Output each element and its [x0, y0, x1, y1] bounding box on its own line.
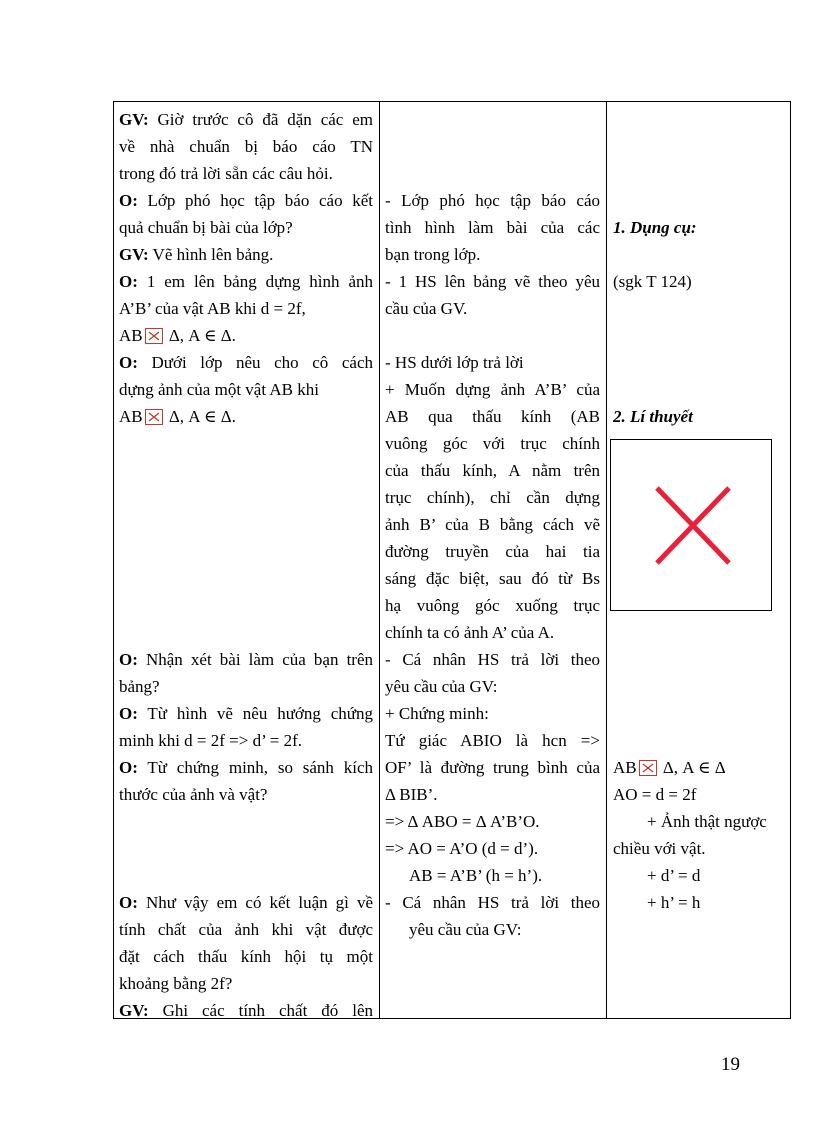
- blank-line: [613, 106, 786, 133]
- text-line: [119, 241, 373, 268]
- text-segment: bảng?: [119, 677, 160, 696]
- text-segment: bạn trong lớp.: [385, 245, 481, 264]
- text-line: [385, 565, 600, 592]
- text-segment: AB qua thấu kính (AB: [385, 407, 600, 426]
- text-segment: AO = d = 2f: [613, 785, 697, 804]
- text-segment: - Cá nhân HS trả lời theo: [385, 893, 600, 912]
- text-line: [385, 700, 600, 727]
- text-line: [119, 943, 373, 970]
- text-segment: - Cá nhân HS trả lời theo: [385, 650, 600, 669]
- blank-line: [613, 322, 786, 349]
- text-line: [613, 808, 786, 835]
- text-segment: AB = A’B’ (h = h’).: [409, 866, 543, 885]
- text-line: [385, 538, 600, 565]
- text-segment: ảnh B’ của B bằng cách vẽ: [385, 515, 600, 534]
- text-line: [119, 187, 373, 214]
- text-line: [385, 781, 600, 808]
- blank-line: [613, 673, 786, 700]
- text-segment: Δ BIB’.: [385, 785, 438, 804]
- text-line: [385, 295, 600, 322]
- text-segment: 1. Dụng cụ:: [613, 218, 697, 237]
- speaker-label: GV:: [119, 245, 149, 264]
- text-segment: Δ, A ∈ Δ: [658, 758, 726, 777]
- text-line: [119, 106, 373, 133]
- text-segment: quả chuẩn bị bài của lớp?: [119, 218, 293, 237]
- text-line: [613, 214, 786, 241]
- text-segment: sáng đặc biệt, sau đó từ Bs: [385, 569, 600, 588]
- text-line: [119, 889, 373, 916]
- text-line: [119, 997, 373, 1024]
- text-segment: Δ, A ∈ Δ.: [164, 326, 236, 345]
- text-segment: vuông góc với trục chính: [385, 434, 600, 453]
- text-line: [119, 916, 373, 943]
- speaker-label: O:: [119, 893, 138, 912]
- text-line: [119, 754, 373, 781]
- speaker-label: GV:: [119, 110, 149, 129]
- text-segment: chiều với vật.: [613, 839, 706, 858]
- text-segment: AB: [119, 326, 143, 345]
- blank-line: [613, 187, 786, 214]
- text-segment: yêu cầu của GV:: [385, 677, 498, 696]
- broken-image-icon: [145, 409, 163, 425]
- text-line: [613, 835, 786, 862]
- text-line: [613, 754, 786, 781]
- text-line: [613, 268, 786, 295]
- text-segment: + Ảnh thật ngược: [647, 812, 767, 831]
- text-segment: - Lớp phó học tập báo cáo: [385, 191, 600, 210]
- blank-line: [119, 484, 373, 511]
- text-segment: 1 em lên bảng dựng hình ảnh: [137, 272, 373, 291]
- text-line: [119, 700, 373, 727]
- text-line: [385, 889, 600, 916]
- blank-line: [613, 133, 786, 160]
- speaker-label: O:: [119, 650, 138, 669]
- blank-line: [613, 376, 786, 403]
- text-line: [385, 241, 600, 268]
- text-line: [385, 403, 600, 430]
- text-line: [119, 970, 373, 997]
- text-line: [385, 673, 600, 700]
- text-segment: - 1 HS lên bảng vẽ theo yêu: [385, 272, 600, 291]
- blank-line: [613, 241, 786, 268]
- text-line: [119, 781, 373, 808]
- text-segment: Như vậy em có kết luận gì về: [137, 893, 373, 912]
- text-line: [385, 808, 600, 835]
- blank-line: [119, 592, 373, 619]
- text-line: [613, 889, 786, 916]
- text-line: [119, 673, 373, 700]
- text-segment: tình hình làm bài của các: [385, 218, 600, 237]
- blank-line: [119, 565, 373, 592]
- text-line: [613, 862, 786, 889]
- text-segment: chính ta có ảnh A’ của A.: [385, 623, 555, 642]
- text-segment: Từ hình vẽ nêu hướng chứng: [137, 704, 373, 723]
- text-line: [119, 268, 373, 295]
- text-line: [119, 214, 373, 241]
- text-line: [385, 511, 600, 538]
- text-segment: OF’ là đường trung bình của: [385, 758, 600, 777]
- text-segment: AB: [119, 407, 143, 426]
- text-line: [385, 835, 600, 862]
- speaker-label: O:: [119, 191, 138, 210]
- text-line: [119, 403, 373, 430]
- blank-line: [385, 106, 600, 133]
- blank-line: [613, 700, 786, 727]
- text-line: [119, 322, 373, 349]
- text-segment: trục chính), chỉ cần dựng: [385, 488, 600, 507]
- text-segment: Ghi các tính chất đó lên: [148, 1001, 373, 1020]
- speaker-label: O:: [119, 758, 138, 777]
- text-line: [119, 646, 373, 673]
- text-segment: đường truyền của hai tia: [385, 542, 600, 561]
- text-segment: Δ, A ∈ Δ.: [164, 407, 236, 426]
- blank-line: [613, 619, 786, 646]
- text-segment: A’B’ của vật AB khi d = 2f,: [119, 299, 306, 318]
- student-activity-column: [380, 101, 606, 1019]
- text-segment: Từ chứng minh, so sánh kích: [137, 758, 373, 777]
- text-segment: Nhận xét bài làm của bạn trên: [137, 650, 373, 669]
- text-line: [119, 376, 373, 403]
- text-segment: Dưới lớp nêu cho cô cách: [137, 353, 373, 372]
- blank-line: [119, 430, 373, 457]
- text-segment: + Muốn dựng ảnh A’B’ của: [385, 380, 600, 399]
- text-line: [385, 268, 600, 295]
- text-segment: => Δ ABO = Δ A’B’O.: [385, 812, 540, 831]
- missing-image-placeholder: [610, 439, 772, 611]
- blank-line: [119, 538, 373, 565]
- text-line: [119, 295, 373, 322]
- text-line: [385, 349, 600, 376]
- speaker-label: GV:: [119, 1001, 149, 1020]
- blank-line: [613, 646, 786, 673]
- text-line: [385, 646, 600, 673]
- text-segment: tính chất của ảnh khi vật được: [119, 920, 373, 939]
- speaker-label: O:: [119, 353, 138, 372]
- text-line: [385, 727, 600, 754]
- text-segment: về nhà chuẩn bị báo cáo TN: [119, 137, 373, 156]
- text-segment: + h’ = h: [647, 893, 701, 912]
- blank-line: [613, 160, 786, 187]
- blank-line: [119, 835, 373, 862]
- text-line: [385, 457, 600, 484]
- speaker-label: O:: [119, 272, 138, 291]
- blank-line: [119, 619, 373, 646]
- text-segment: Vẽ hình lên bảng.: [148, 245, 274, 264]
- text-segment: hạ vuông góc xuống trục: [385, 596, 600, 615]
- speaker-label: O:: [119, 704, 138, 723]
- text-segment: Lớp phó học tập báo cáo kết: [137, 191, 373, 210]
- text-segment: + Chứng minh:: [385, 704, 489, 723]
- text-line: [613, 781, 786, 808]
- text-segment: cầu của GV.: [385, 299, 468, 318]
- broken-image-icon: [145, 328, 163, 344]
- text-segment: => AO = A’O (d = d’).: [385, 839, 539, 858]
- text-segment: yêu cầu của GV:: [409, 920, 522, 939]
- blank-line: [385, 133, 600, 160]
- text-line: [385, 214, 600, 241]
- text-segment: thước của ảnh và vật?: [119, 785, 268, 804]
- blank-line: [119, 511, 373, 538]
- blank-line: [119, 862, 373, 889]
- text-line: [385, 484, 600, 511]
- broken-image-icon: [639, 760, 657, 776]
- text-line: [613, 403, 786, 430]
- text-segment: đặt cách thấu kính hội tụ một: [119, 947, 373, 966]
- text-line: [385, 430, 600, 457]
- text-segment: + d’ = d: [647, 866, 701, 885]
- text-line: [119, 160, 373, 187]
- teacher-activity-column: [114, 101, 379, 1019]
- text-line: [385, 754, 600, 781]
- page-number: 19: [721, 1054, 740, 1075]
- text-segment: của thấu kính, A nằm trên: [385, 461, 600, 480]
- text-line: [385, 187, 600, 214]
- text-segment: khoảng bằng 2f?: [119, 974, 233, 993]
- blank-line: [613, 295, 786, 322]
- blank-line: [613, 727, 786, 754]
- text-segment: dựng ảnh của một vật AB khi: [119, 380, 319, 399]
- text-line: [385, 619, 600, 646]
- text-segment: (sgk T 124): [613, 272, 692, 291]
- text-line: [119, 349, 373, 376]
- text-line: [385, 376, 600, 403]
- text-segment: 2. Lí thuyết: [613, 407, 693, 426]
- text-line: [385, 592, 600, 619]
- text-segment: trong đó trả lời sẵn các câu hỏi.: [119, 164, 333, 183]
- text-segment: AB: [613, 758, 637, 777]
- blank-line: [613, 349, 786, 376]
- blank-line: [385, 160, 600, 187]
- text-segment: Giờ trước cô đã dặn các em: [148, 110, 373, 129]
- text-segment: Tứ giác ABIO là hcn =>: [385, 731, 600, 750]
- text-segment: minh khi d = 2f => d’ = 2f.: [119, 731, 302, 750]
- text-line: [385, 862, 600, 889]
- text-line: [385, 916, 600, 943]
- broken-image-icon: [611, 440, 771, 610]
- blank-line: [385, 322, 600, 349]
- blank-line: [119, 808, 373, 835]
- text-line: [119, 727, 373, 754]
- blank-line: [119, 457, 373, 484]
- text-line: [119, 133, 373, 160]
- text-segment: - HS dưới lớp trả lời: [385, 353, 524, 372]
